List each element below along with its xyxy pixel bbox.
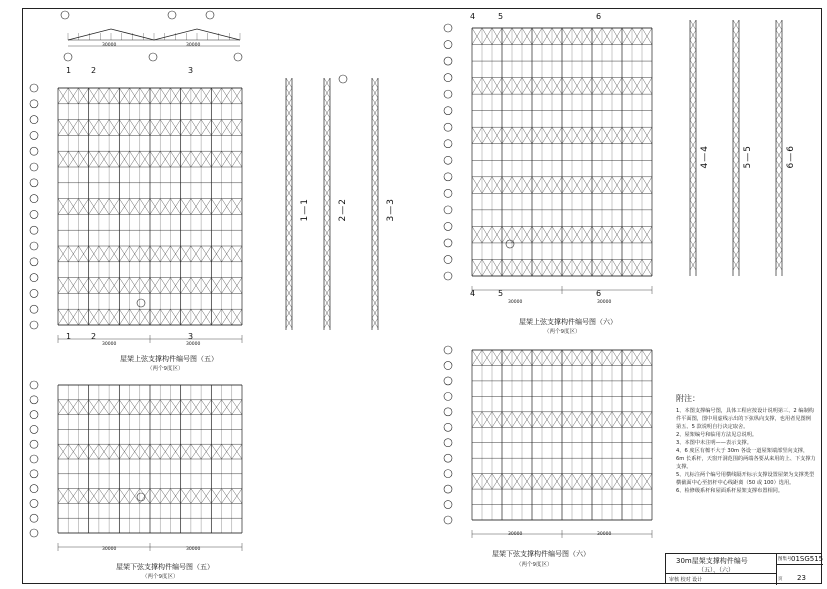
bottom-5-axis-bubble bbox=[30, 455, 38, 463]
section-label-1: 1—1 bbox=[300, 198, 310, 222]
detail-bubble bbox=[137, 299, 145, 307]
top-5-axis-bubble bbox=[30, 100, 38, 108]
bottom-5-axis-bubble bbox=[30, 514, 38, 522]
dim-left-5: 30000 bbox=[508, 532, 523, 537]
plan-subtitle-bottom-5: （两个9度区） bbox=[142, 574, 179, 580]
cut-mark-2-top: 2 bbox=[91, 66, 97, 75]
top-5-axis-bubble bbox=[30, 274, 38, 282]
bottom-6-axis-bubble bbox=[444, 516, 452, 524]
title-cell bbox=[666, 554, 776, 574]
bottom-6-axis-bubble bbox=[444, 470, 452, 478]
cut-mark-2-bottom: 2 bbox=[91, 332, 97, 341]
bottom-5-axis-bubble bbox=[30, 411, 38, 419]
bottom-5-axis-bubble bbox=[30, 440, 38, 448]
review-row-text: 审核 校对 设计 bbox=[669, 577, 703, 583]
drawing-subtitle: （五）、（六） bbox=[698, 567, 735, 574]
note-item: 6、检修级系杆和屋面系杆屋架支撑布置相同。 bbox=[676, 488, 784, 494]
title-block bbox=[665, 553, 822, 584]
note-item: 3、本图中未注明——表示支撑。 bbox=[676, 440, 752, 446]
bottom-5-axis-bubble bbox=[30, 529, 38, 537]
top-5-axis-bubble bbox=[30, 226, 38, 234]
section-label-3: 3—3 bbox=[386, 198, 396, 222]
top-5-axis-bubble bbox=[30, 305, 38, 313]
top-5-axis-bubble bbox=[30, 289, 38, 297]
top-6-axis-bubble bbox=[444, 90, 452, 98]
notes-block bbox=[676, 395, 816, 495]
top-6-axis-bubble bbox=[444, 189, 452, 197]
review-row bbox=[666, 574, 776, 585]
cut-mark-5-bottom: 5 bbox=[498, 289, 504, 298]
top-5-axis-bubble bbox=[30, 147, 38, 155]
top-6-axis-bubble bbox=[444, 156, 452, 164]
plan-subtitle-bottom-6: （两个9度区） bbox=[516, 562, 553, 568]
cut-mark-3-top: 3 bbox=[188, 66, 194, 75]
top-6-axis-bubble bbox=[444, 57, 452, 65]
drawing-title: 30m屋架支撑构件编号 bbox=[676, 557, 748, 565]
section-label-4: 4—4 bbox=[700, 145, 710, 169]
atlas-number: 01SG515 bbox=[791, 555, 824, 563]
notes-heading: 附注： bbox=[676, 394, 700, 403]
top-5-axis-bubble bbox=[30, 195, 38, 203]
bottom-6-axis-bubble bbox=[444, 501, 452, 509]
cut-mark-5-top: 5 bbox=[498, 12, 504, 21]
plan-title-bottom-5: 屋架下弦支撑构件编号图（五） bbox=[116, 563, 214, 571]
top-5-axis-bubble bbox=[30, 84, 38, 92]
section-detail-bubble bbox=[339, 75, 347, 83]
dim-right-5: 30000 bbox=[597, 532, 612, 537]
dim-right-4: 30000 bbox=[597, 300, 612, 305]
top-6-axis-bubble bbox=[444, 140, 452, 148]
column-axis-bubble bbox=[234, 53, 242, 61]
top-6-axis-bubble bbox=[444, 41, 452, 49]
column-axis-bubble bbox=[149, 53, 157, 61]
section-label-6: 6—6 bbox=[786, 145, 796, 169]
page-cell bbox=[776, 565, 823, 585]
detail-bubble bbox=[137, 493, 145, 501]
cut-mark-4-bottom: 4 bbox=[470, 289, 476, 298]
note-item: 1、本图支撑编号图，具体工程应按设计说明第三、2 编制构件平面图，图中用虚线示出的下弦纵向支撑，也用者见图例第五、5 款说明自行决定取舍。 bbox=[676, 408, 814, 430]
bottom-6-axis-bubble bbox=[444, 346, 452, 354]
bottom-6-axis-bubble bbox=[444, 361, 452, 369]
top-6-axis-bubble bbox=[444, 222, 452, 230]
top-5-axis-bubble bbox=[30, 163, 38, 171]
detail-mark-bubble bbox=[168, 11, 176, 19]
top-5-axis-bubble bbox=[30, 258, 38, 266]
cut-mark-4-top: 4 bbox=[470, 12, 476, 21]
dim-right-2: 30000 bbox=[186, 342, 201, 347]
top-6-axis-bubble bbox=[444, 272, 452, 280]
plan-title-top-6: 屋架上弦支撑构件编号图（六） bbox=[519, 318, 617, 326]
bottom-6-axis-bubble bbox=[444, 423, 452, 431]
dim-right-3: 30000 bbox=[186, 547, 201, 552]
top-5-axis-bubble bbox=[30, 179, 38, 187]
bottom-5-axis-bubble bbox=[30, 499, 38, 507]
atlas-label: 图集号 bbox=[778, 557, 792, 562]
top-5-axis-bubble bbox=[30, 242, 38, 250]
section-label-2: 2—2 bbox=[338, 198, 348, 222]
bottom-6-axis-bubble bbox=[444, 377, 452, 385]
top-6-axis-bubble bbox=[444, 74, 452, 82]
top-6-axis-bubble bbox=[444, 206, 452, 214]
top-5-axis-bubble bbox=[30, 116, 38, 124]
detail-bubble bbox=[506, 240, 514, 248]
bottom-6-axis-bubble bbox=[444, 408, 452, 416]
cut-mark-6-top: 6 bbox=[596, 12, 602, 21]
top-5-axis-bubble bbox=[30, 210, 38, 218]
column-axis-bubble bbox=[64, 53, 72, 61]
top-6-axis-bubble bbox=[444, 173, 452, 181]
detail-mark-bubble bbox=[61, 11, 69, 19]
note-item: 2、屋架编号和临用方法见总说明。 bbox=[676, 432, 758, 438]
top-6-axis-bubble bbox=[444, 239, 452, 247]
dim-right-1: 30000 bbox=[186, 43, 201, 48]
bottom-6-axis-bubble bbox=[444, 485, 452, 493]
cut-mark-3-bottom: 3 bbox=[188, 332, 194, 341]
section-label-5: 5—5 bbox=[743, 145, 753, 169]
dim-left-2: 30000 bbox=[102, 342, 117, 347]
bottom-6-axis-bubble bbox=[444, 392, 452, 400]
bottom-6-axis-bubble bbox=[444, 454, 452, 462]
cut-mark-1-bottom: 1 bbox=[66, 332, 72, 341]
plan-title-bottom-6: 屋架下弦支撑构件编号图（六） bbox=[492, 550, 590, 558]
top-6-axis-bubble bbox=[444, 123, 452, 131]
page-number: 23 bbox=[797, 574, 806, 582]
top-5-axis-bubble bbox=[30, 131, 38, 139]
top-6-axis-bubble bbox=[444, 255, 452, 263]
plan-subtitle-top-5: （两个9度区） bbox=[147, 366, 184, 372]
page-label: 页 bbox=[778, 577, 783, 582]
bottom-5-axis-bubble bbox=[30, 425, 38, 433]
bottom-5-axis-bubble bbox=[30, 485, 38, 493]
cut-mark-6-bottom: 6 bbox=[596, 289, 602, 298]
note-item: 4、6 度区有檩不大于 30m 各设一道屋架端部竖向支撑，6m 长系杆，天窗开洞范围的两端各要从来用的上、下支撑力支撑。 bbox=[676, 448, 816, 470]
cut-mark-1-top: 1 bbox=[66, 66, 72, 75]
top-5-axis-bubble bbox=[30, 321, 38, 329]
bottom-5-axis-bubble bbox=[30, 470, 38, 478]
plan-subtitle-top-6: （两个9度区） bbox=[544, 329, 581, 335]
top-6-axis-bubble bbox=[444, 107, 452, 115]
dim-left-4: 30000 bbox=[508, 300, 523, 305]
dim-left-1: 30000 bbox=[102, 43, 117, 48]
atlas-no-cell bbox=[776, 554, 823, 565]
bottom-5-axis-bubble bbox=[30, 381, 38, 389]
detail-mark-bubble bbox=[206, 11, 214, 19]
note-item: 5、凡标注两个编号用横线隔开标示支撑设置屋架为支撑类型横截面中心至扭杆中心线距离（50 或 100）选用。 bbox=[676, 472, 815, 486]
plan-title-top-5: 屋架上弦支撑构件编号图（五） bbox=[120, 355, 218, 363]
dim-left-3: 30000 bbox=[102, 547, 117, 552]
bottom-6-axis-bubble bbox=[444, 439, 452, 447]
top-6-axis-bubble bbox=[444, 24, 452, 32]
bottom-5-axis-bubble bbox=[30, 396, 38, 404]
